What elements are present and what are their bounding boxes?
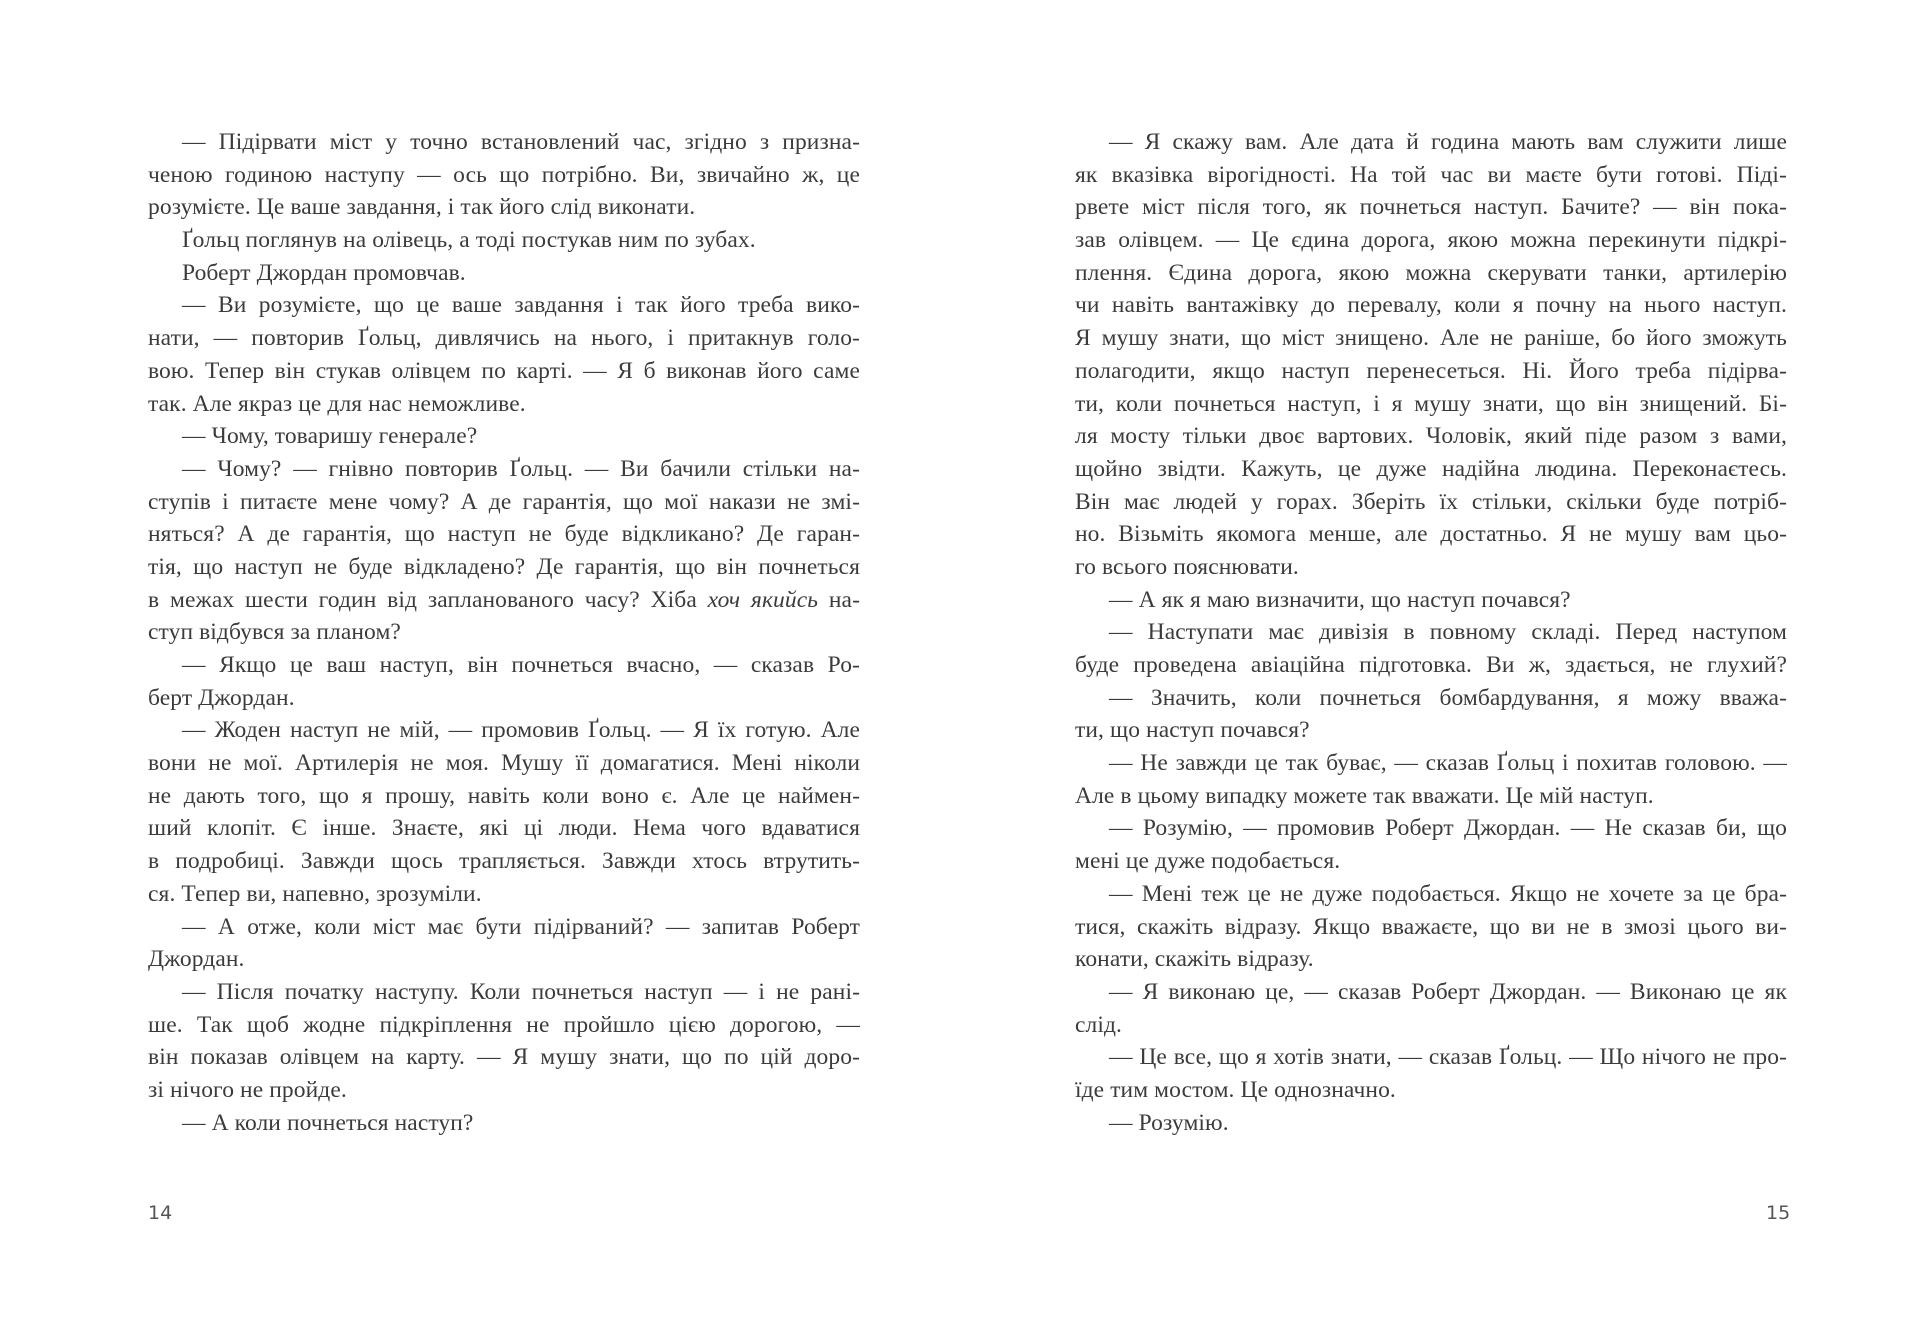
text-line: чи навіть вантажівку до перевалу, коли я почну на нього наступ.	[1075, 292, 1787, 319]
text-line: — Я скажу вам. Але дата й година мають вам служити лише	[1109, 129, 1787, 155]
text-line: нати, — повторив Ґольц, дивлячись на нього, і притакнув голо-	[148, 325, 860, 352]
text-line: Але в цьому випадку можете так вважати. Це мій наступ.	[1075, 782, 1654, 809]
text-segment: на-	[818, 586, 860, 613]
text-line: няться? А де гарантія, що наступ не буде відкликано? Де гаран-	[148, 521, 860, 548]
text-line: ти, коли почнеться наступ, і я мушу знати, що він знищений. Бі-	[1075, 390, 1787, 417]
text-line: ступів і питаєте мене чому? А де гарантія, що мої накази не змі-	[148, 488, 860, 515]
text-line: тія, що наступ не буде відкладено? Де гарантія, що він почнеться	[148, 553, 860, 580]
text-line: — А отже, коли міст має бути підірваний? — запитав Роберт	[182, 913, 860, 940]
left-page-number: 14	[148, 1202, 173, 1224]
text-line: — Якщо це ваш наступ, він почнеться вчасно, — сказав Ро-	[182, 652, 860, 678]
text-line: в подробиці. Завжди щось трапляється. Завжди хтось втрутить-	[148, 848, 860, 875]
italic-text-segment: хоч якийсь	[707, 586, 819, 613]
text-line: ся. Тепер ви, напевно, зрозуміли.	[148, 880, 482, 907]
text-line	[148, 584, 860, 617]
text-line: Ґольц поглянув на олівець, а тоді постукав ним по зубах.	[182, 227, 756, 254]
text-line: Він має людей у горах. Зберіть їх стільки, скільки буде потріб-	[1075, 488, 1787, 515]
text-line: — Розумію, — промовив Роберт Джордан. — Не сказав би, що	[1109, 815, 1787, 842]
text-line: Джордан.	[148, 946, 245, 973]
text-line: ти, що наступ почався?	[1075, 717, 1310, 744]
text-line: зав олівцем. — Це єдина дорога, якою можна перекинути підкрі-	[1075, 227, 1787, 254]
text-line: конати, скажіть відразу.	[1075, 946, 1314, 973]
text-line: — Значить, коли почнеться бомбардування, я можу вважа-	[1109, 684, 1787, 711]
text-line: ший клопіт. Є інше. Знаєте, які ці люди. Нема чого вдаватися	[148, 815, 860, 842]
right-page-text	[1075, 126, 1787, 1139]
text-line: ступ відбувся за планом?	[148, 619, 401, 646]
left-page-text	[148, 126, 860, 1139]
text-line: — Не завжди це так буває, — сказав Ґольц і похитав головою. —	[1109, 750, 1787, 777]
text-line: — Ви розумієте, що це ваше завдання і так його треба вико-	[182, 292, 860, 319]
text-line: го всього пояснювати.	[1075, 553, 1299, 580]
text-line: Роберт Джордан промовчав.	[182, 259, 466, 286]
text-line: тися, скажіть відразу. Якщо вважаєте, що ви не в змозі цього ви-	[1075, 913, 1787, 940]
text-line: — А коли почнеться наступ?	[182, 1109, 474, 1136]
text-line: — Чому, товаришу генерале?	[182, 423, 478, 450]
text-line: розумієте. Це ваше завдання, і так його слід виконати.	[148, 194, 696, 221]
text-line: — А як я маю визначити, що наступ почався?	[1109, 586, 1571, 613]
text-line: но. Візьміть якомога менше, але достатньо. Я не мушу вам цьо-	[1075, 521, 1787, 548]
text-line: буде проведена авіаційна підготовка. Ви ж, здається, не глухий?	[1075, 652, 1787, 678]
text-line: як вказівка вірогідності. На той час ви маєте бути готові. Піді-	[1075, 161, 1787, 188]
text-line: ченою годиною наступу — ось що потрібно. Ви, звичайно ж, це	[148, 161, 860, 188]
text-line: — Наступати має дивізія в повному складі. Перед наступом	[1109, 619, 1787, 646]
text-line: полагодити, якщо наступ перенесеться. Ні. Його треба підірва-	[1075, 357, 1787, 384]
text-line: щойно звідти. Кажуть, це дуже надійна людина. Переконаєтесь.	[1075, 455, 1787, 482]
text-line: — Чому? — гнівно повторив Ґольц. — Ви бачили стільки на-	[182, 455, 860, 482]
text-line: Я мушу знати, що міст знищено. Але не раніше, бо його зможуть	[1075, 325, 1787, 352]
text-segment: в межах шести годин від запланованого часу? Хіба	[148, 586, 708, 613]
text-line: — Жоден наступ не мій, — промовив Ґольц. — Я їх готую. Але	[182, 717, 860, 744]
text-line: так. Але якраз це для нас неможливе.	[148, 390, 526, 417]
text-line: їде тим мостом. Це однозначно.	[1075, 1076, 1396, 1103]
text-line: ля мосту тільки двоє вартових. Чоловік, який піде разом з вами,	[1075, 423, 1787, 450]
text-line: вони не мої. Артилерія не моя. Мушу її домагатися. Мені ніколи	[148, 750, 860, 777]
text-line: не дають того, що я прошу, навіть коли воно є. Але це наймен-	[148, 782, 860, 809]
text-line: ше. Так щоб жодне підкріплення не пройшло цією дорогою, —	[148, 1011, 860, 1038]
right-page-number: 15	[1766, 1202, 1791, 1224]
text-line: — Я виконаю це, — сказав Роберт Джордан. — Виконаю це як	[1109, 978, 1787, 1005]
text-line: зі нічого не пройде.	[148, 1076, 347, 1103]
text-line: вою. Тепер він стукав олівцем по карті. — Я б виконав його саме	[148, 357, 860, 384]
text-line: він показав олівцем на карту. — Я мушу знати, що по цій доро-	[148, 1044, 860, 1071]
text-line: рвете міст після того, як почнеться наступ. Бачите? — він пока-	[1075, 194, 1787, 221]
text-line: — Після початку наступу. Коли почнеться наступ — і не рані-	[182, 978, 860, 1005]
text-line: берт Джордан.	[148, 684, 295, 711]
text-line: — Розумію.	[1109, 1109, 1229, 1136]
text-line: — Мені теж це не дуже подобається. Якщо не хочете за це бра-	[1109, 880, 1787, 907]
text-line: слід.	[1075, 1011, 1123, 1038]
text-line: — Це все, що я хотів знати, — сказав Ґольц. — Що нічого не про-	[1109, 1044, 1787, 1071]
text-line: мені це дуже подобається.	[1075, 848, 1341, 875]
text-line: — Підірвати міст у точно встановлений час, згідно з призна-	[182, 129, 860, 155]
text-line: плення. Єдина дорога, якою можна скерувати танки, артилерію	[1075, 259, 1787, 286]
